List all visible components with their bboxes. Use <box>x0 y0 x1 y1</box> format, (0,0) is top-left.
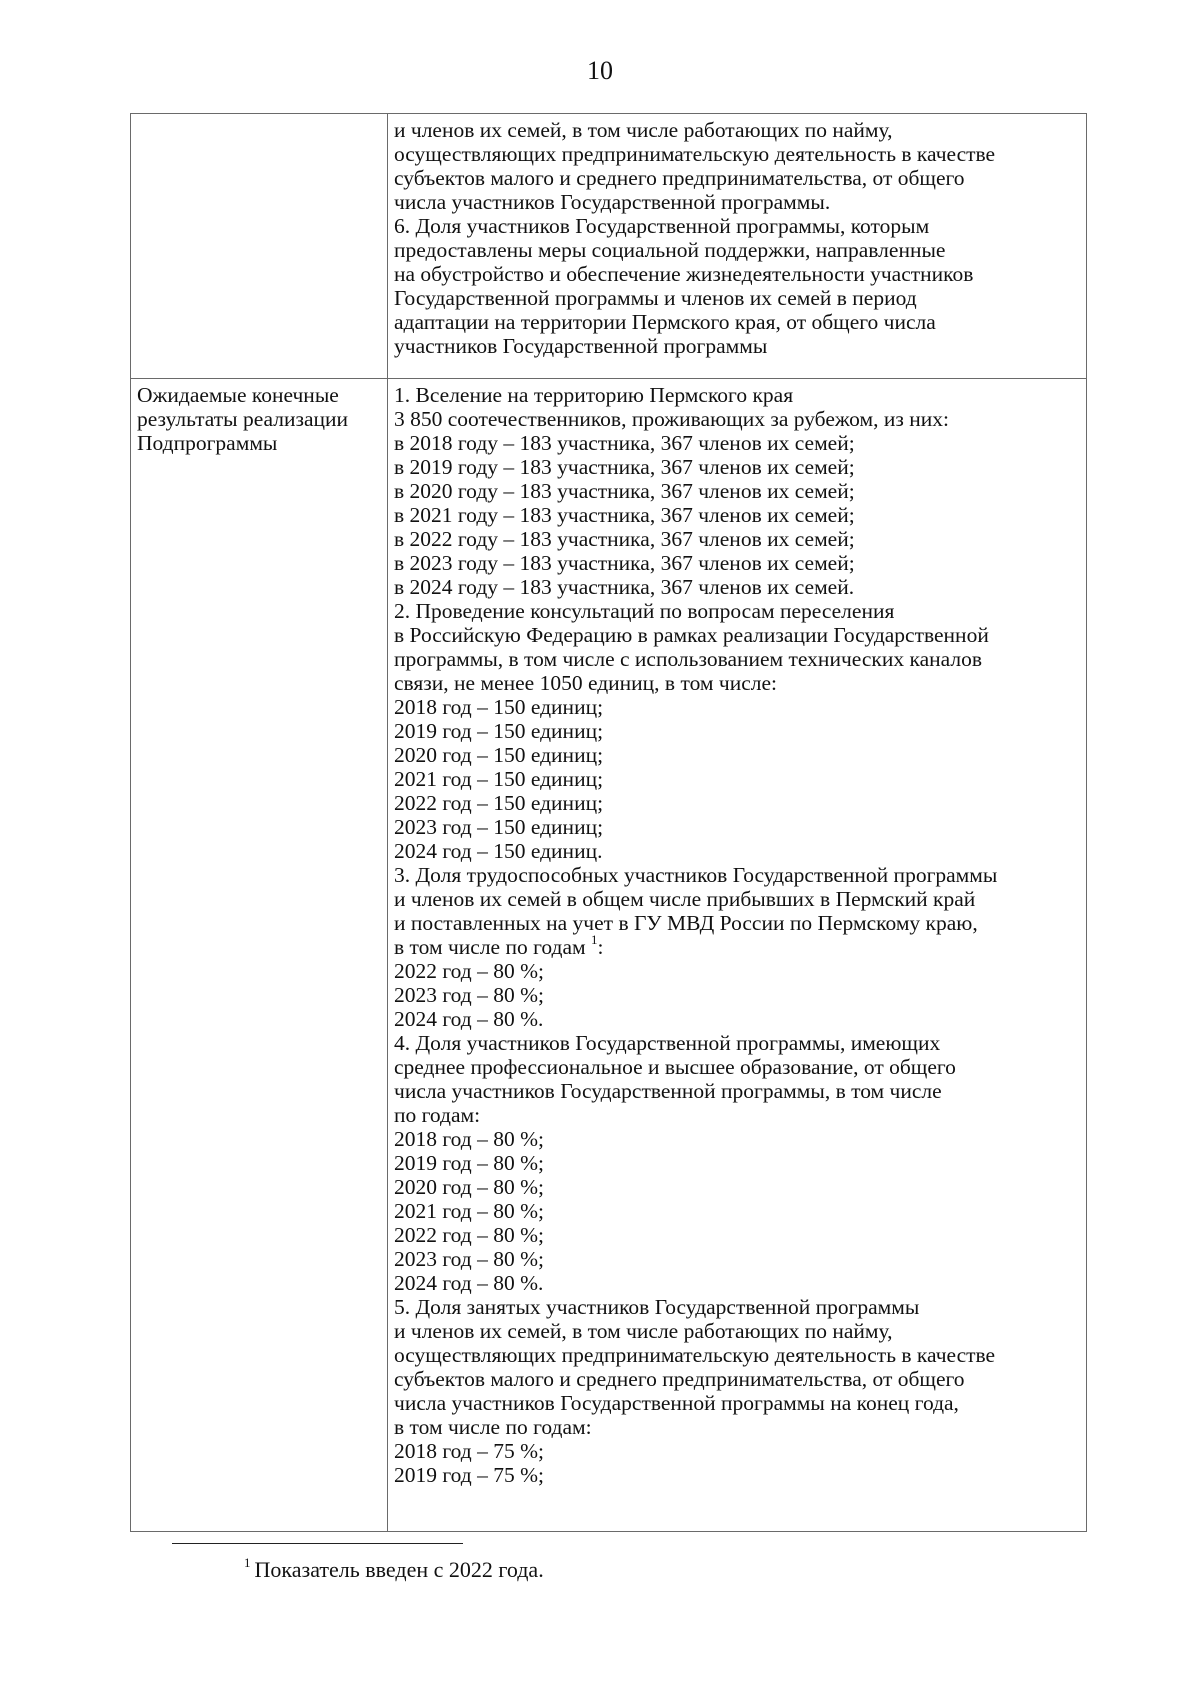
row-label-cell <box>131 379 388 1532</box>
text-line: субъектов малого и среднего предпринимательства, от общего <box>394 166 965 190</box>
text-line: предоставлены меры социальной поддержки, направленные <box>394 238 946 262</box>
text-line: 2024 год – 150 единиц. <box>394 839 603 863</box>
text-line: и поставленных на учет в ГУ МВД России по Пермскому краю, <box>394 911 978 935</box>
text-line: в 2018 году – 183 участника, 367 членов их семей; <box>394 431 855 455</box>
row-label-text <box>137 383 381 455</box>
text-line: 2022 год – 150 единиц; <box>394 791 604 815</box>
row-content-cell <box>388 379 1087 1532</box>
text-line: осуществляющих предпринимательскую деятельность в качестве <box>394 1343 996 1367</box>
text-line: 5. Доля занятых участников Государственной программы <box>394 1295 920 1319</box>
text-line: и членов их семей, в том числе работающих по найму, <box>394 118 893 142</box>
page-number: 10 <box>587 56 613 85</box>
footnote-marker: 1 <box>244 1555 251 1570</box>
text-line: 2018 год – 80 %; <box>394 1127 544 1151</box>
text-line: 2023 год – 80 %; <box>394 1247 544 1271</box>
text-line: 2023 год – 150 единиц; <box>394 815 604 839</box>
text-line: числа участников Государственной программы. <box>394 190 831 214</box>
text-line: Государственной программы и членов их семей в период <box>394 286 917 310</box>
text-line: 2023 год – 80 %; <box>394 983 544 1007</box>
text-line: 3. Доля трудоспособных участников Государственной программы <box>394 863 998 887</box>
text-line: участников Государственной программы <box>394 334 768 358</box>
text-line: в том числе по годам: <box>394 1415 592 1439</box>
text-line: в 2024 году – 183 участника, 367 членов их семей. <box>394 575 855 599</box>
footnote-reference-text: в том числе по годам <box>394 935 591 959</box>
row-content-text <box>394 959 1080 1487</box>
row-content-text <box>394 118 1080 358</box>
text-line: Подпрограммы <box>137 431 278 455</box>
text-line: 2. Проведение консультаций по вопросам переселения <box>394 599 895 623</box>
footnote-reference-marker[interactable]: 1 <box>590 932 598 947</box>
text-line: в Российскую Федерацию в рамках реализации Государственной <box>394 623 989 647</box>
text-line: и членов их семей в общем числе прибывших в Пермский край <box>394 887 976 911</box>
text-line: 2018 год – 150 единиц; <box>394 695 604 719</box>
text-line: на обустройство и обеспечение жизнедеятельности участников <box>394 262 974 286</box>
footnote-separator <box>172 1543 463 1544</box>
row-content-text <box>394 383 1080 935</box>
text-line: 6. Доля участников Государственной программы, которым <box>394 214 930 238</box>
text-line: субъектов малого и среднего предпринимательства, от общего <box>394 1367 965 1391</box>
text-line: 1. Вселение на территорию Пермского края <box>394 383 794 407</box>
text-line: 2018 год – 75 %; <box>394 1439 544 1463</box>
footnote-reference-suffix: : <box>597 935 604 959</box>
text-line: в 2019 году – 183 участника, 367 членов их семей; <box>394 455 855 479</box>
text-line: 2021 год – 150 единиц; <box>394 767 604 791</box>
text-line: адаптации на территории Пермского края, от общего числа <box>394 310 936 334</box>
row-content-cell <box>388 114 1087 379</box>
text-line: 2019 год – 75 %; <box>394 1463 544 1487</box>
text-line: 2024 год – 80 %. <box>394 1007 544 1031</box>
text-line: 2022 год – 80 %; <box>394 1223 544 1247</box>
table-row <box>131 114 1087 379</box>
text-line: и членов их семей, в том числе работающих по найму, <box>394 1319 893 1343</box>
text-line: среднее профессиональное и высшее образование, от общего <box>394 1055 956 1079</box>
footnote <box>244 1557 544 1583</box>
text-line: 2022 год – 80 %; <box>394 959 544 983</box>
text-line: 2024 год – 80 %. <box>394 1271 544 1295</box>
text-line: 3 850 соотечественников, проживающих за рубежом, из них: <box>394 407 949 431</box>
text-line: 2021 год – 80 %; <box>394 1199 544 1223</box>
text-line: в 2022 году – 183 участника, 367 членов их семей; <box>394 527 855 551</box>
text-line: 4. Доля участников Государственной программы, имеющих <box>394 1031 941 1055</box>
text-line: в 2020 году – 183 участника, 367 членов их семей; <box>394 479 855 503</box>
row-label-cell <box>131 114 388 379</box>
program-passport-table <box>130 113 1087 1532</box>
text-line: осуществляющих предпринимательскую деятельность в качестве <box>394 142 996 166</box>
text-line: 2019 год – 150 единиц; <box>394 719 604 743</box>
text-line: Ожидаемые конечные <box>137 383 339 407</box>
footnote-reference-line <box>394 932 1080 959</box>
text-line: 2019 год – 80 %; <box>394 1151 544 1175</box>
text-line: 2020 год – 150 единиц; <box>394 743 604 767</box>
text-line: программы, в том числе с использованием технических каналов <box>394 647 982 671</box>
text-line: числа участников Государственной программы на конец года, <box>394 1391 959 1415</box>
text-line: числа участников Государственной программы, в том числе <box>394 1079 942 1103</box>
text-line: в 2021 году – 183 участника, 367 членов их семей; <box>394 503 855 527</box>
text-line: по годам: <box>394 1103 481 1127</box>
footnote-text: Показатель введен с 2022 года. <box>254 1557 544 1582</box>
text-line: в 2023 году – 183 участника, 367 членов их семей; <box>394 551 855 575</box>
text-line: связи, не менее 1050 единиц, в том числе: <box>394 671 778 695</box>
text-line: 2020 год – 80 %; <box>394 1175 544 1199</box>
text-line: результаты реализации <box>137 407 349 431</box>
table-row <box>131 379 1087 1532</box>
